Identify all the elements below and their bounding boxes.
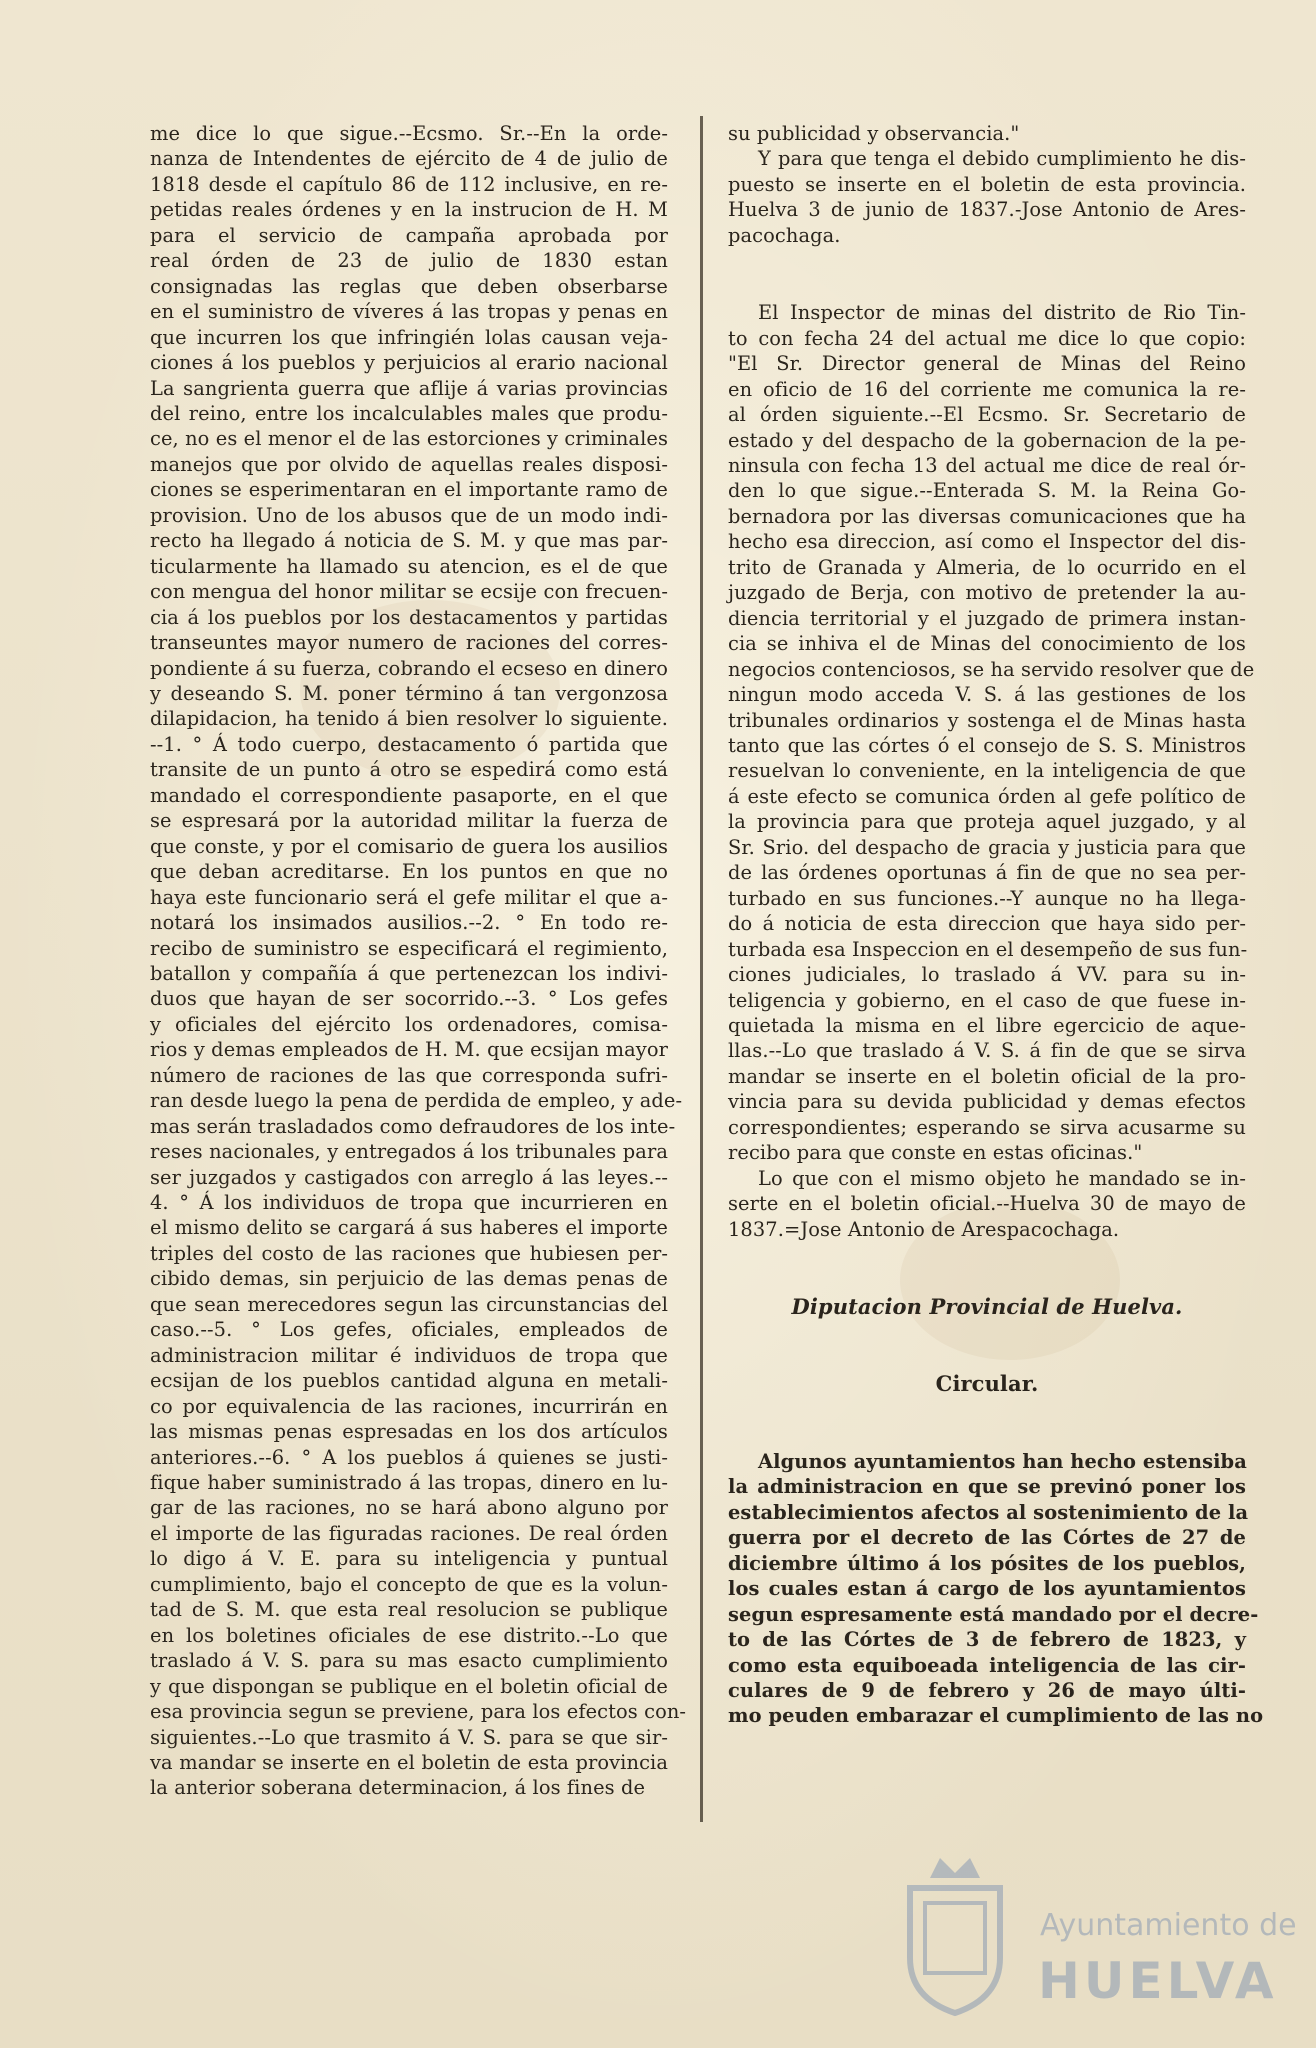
text-line: triples del costo de las raciones que hubiesen per- [150,1241,668,1265]
text-line: --1. ° Á todo cuerpo, destacamento ó partida que [150,732,668,756]
text-line: ticularmente ha llamado su atencion, es el de que [150,554,668,578]
text-line: ninsula con fecha 13 del actual me dice de real ór- [728,453,1246,477]
text-line: estado y del despacho de la gobernacion de la pe- [728,428,1246,452]
text-line: ningun modo acceda V. S. á las gestiones de los [728,683,1246,707]
text-line: batallon y compañía á que pertenezcan los indivi- [150,961,668,985]
text-line: esa provincia segun se previene, para los efectos con- [150,1700,687,1724]
text-line: para el servicio de campaña aprobada por [150,223,668,247]
text-line: cia á los pueblos por los destacamentos y partidas [150,605,668,629]
text-line: el importe de las figuradas raciones. De real órden [150,1521,668,1545]
text-line: diciembre último á los pósites de los pueblos, [728,1551,1246,1575]
text-line: Huelva 3 de junio de 1837.-Jose Antonio de Ares- [728,198,1246,222]
text-line: establecimientos afectos al sostenimiento de la [728,1500,1249,1524]
text-line: pondiente á su fuerza, cobrando el ecseso en dinero [150,656,669,680]
text-line: pacochaga. [728,223,841,247]
text-line: traslado á V. S. para su mas esacto cumplimiento [150,1649,668,1673]
text-line: provision. Uno de los abusos que de un modo indi- [150,503,668,527]
text-line: ciones á los pueblos y perjuicios al erario nacional [150,351,668,375]
text-line: gar de las raciones, no se hará abono alguno por [150,1496,668,1520]
text-line: duos que hayan de ser socorrido.--3. ° Los gefes [150,987,668,1011]
text-line: las mismas penas espresadas en los dos artículos [150,1420,668,1444]
text-line: den lo que sigue.--Enterada S. M. la Reina Go- [728,479,1246,503]
text-line: tad de S. M. que esta real resolucion se publique [150,1598,668,1622]
text-line: siguientes.--Lo que trasmito á V. S. para se que sir- [150,1725,668,1749]
ayuntamiento-huelva-watermark [900,1848,1297,2038]
text-line: ser juzgados y castigados con arreglo á las leyes.-- [150,1165,668,1189]
text-line: mo peuden embarazar el cumplimiento de las no [728,1704,1264,1728]
text-line: transeuntes mayor numero de raciones del corres- [150,631,668,655]
text-line: de las órdenes oportunas á fin de que no sea per- [728,861,1246,885]
text-line: y que dispongan se publique en el boletin oficial de [150,1674,668,1698]
text-line: rios y demas empleados de H. M. que ecsijan mayor [150,1038,668,1062]
section-heading-diputacion: Diputacion Provincial de Huelva. [791,1294,1183,1320]
column-divider [700,116,703,1822]
text-line: do á noticia de esta direccion que haya sido per- [728,912,1246,936]
text-line: se espresará por la autoridad militar la fuerza de [150,809,668,833]
text-line: turbado en sus funciones.--Y aunque no ha llega- [728,886,1246,910]
text-line: me dice lo que sigue.--Ecsmo. Sr.--En la orde- [150,122,668,145]
text-line: 1837.=Jose Antonio de Arespacochaga. [728,1217,1120,1241]
block-spacer [728,248,1246,300]
text-line: notará los insimados ausilios.--2. ° En todo re- [150,911,668,935]
text-line: "El Sr. Director general de Minas del Reino [728,352,1246,376]
right-column [728,121,1264,1729]
text-line: recibo de suministro se especificará el regimiento, [150,936,668,960]
text-line: recibo para que conste en estas oficinas." [728,1141,1143,1165]
text-line: quietada la misma en el libre egercicio de aque- [728,1013,1246,1037]
text-line: ecsijan de los pueblos cantidad alguna en metali- [150,1369,668,1393]
text-line: trito de Granada y Almeria, de lo ocurrido en el [728,555,1246,579]
right-block-publicidad [728,121,1246,248]
text-line: dilapidacion, ha tenido á bien resolver lo siguiente. [150,707,668,731]
text-line: anteriores.--6. ° A los pueblos á quienes se justi- [150,1445,668,1469]
text-line: va mandar se inserte en el boletin de esta provincia [150,1751,668,1774]
text-line: la anterior soberana determinacion, á los fines de [150,1776,646,1800]
text-line: en el suministro de víveres á las tropas y penas en [150,300,668,324]
text-line: culares de 9 de febrero y 26 de mayo últi- [728,1679,1246,1703]
text-line: la provincia para que proteja aquel juzgado, y al [728,810,1246,834]
text-line: transite de un punto á otro se espedirá como está [150,758,668,782]
text-line: turbada esa Inspeccion en el desempeño de sus fun- [728,937,1248,961]
text-line: El Inspector de minas del distrito de Rio Tin- [758,301,1246,325]
text-line: caso.--5. ° Los gefes, oficiales, empleados de [150,1318,668,1342]
text-line: lo digo á V. E. para su inteligencia y puntual [150,1547,668,1571]
text-line: La sangrienta guerra que aflije á varias provincias [150,376,668,400]
text-line: el mismo delito se cargará á sus haberes el importe [150,1216,668,1240]
text-line: teligencia y gobierno, en el caso de que fuese in- [728,988,1246,1012]
text-line: que deban acreditarse. En los puntos en que no [150,860,668,884]
text-line: cia se inhiva el de Minas del conocimiento de los [728,632,1246,656]
text-line: fique haber suministrado á las tropas, dinero en lu- [150,1471,668,1495]
text-line: mas serán trasladados como defraudores de los inte- [150,1114,676,1138]
text-line: su publicidad y observancia." [728,122,1020,145]
text-line: petidas reales órdenes y en la instrucion de H. M [150,198,668,222]
text-line: los cuales estan á cargo de los ayuntamientos [728,1577,1246,1601]
text-line: del reino, entre los incalculables males que produ- [150,401,668,425]
text-line: vincia para su devida publicidad y demas efectos [728,1090,1246,1114]
text-line: recto ha llegado á noticia de S. M. y que mas par- [150,529,668,553]
text-line: con mengua del honor militar se ecsije con frecuen- [150,580,668,604]
text-line: tanto que las córtes ó el consejo de S. S. Ministros [728,733,1246,757]
text-line: Y para que tenga el debido cumplimiento he dis- [758,147,1246,171]
text-line: la administracion en que se previnó poner los [728,1475,1246,1499]
text-line: hecho esa direccion, así como el Inspector del dis- [728,530,1246,554]
text-line: en los boletines oficiales de ese distrito.--Lo que [150,1623,668,1647]
left-column [150,121,687,1801]
block-spacer [728,1242,1246,1294]
text-line: Sr. Srio. del despacho de gracia y justicia para que [728,835,1246,859]
text-line: ran desde luego la pena de perdida de empleo, y ade- [150,1089,683,1113]
text-line: que sean merecedores segun las circunstancias del [150,1292,668,1316]
text-line: ciones se esperimentaran en el importante ramo de [150,478,668,502]
text-line: 4. ° Á los individuos de tropa que incurrieren en [150,1191,668,1215]
watermark-line1: Ayuntamiento de [1040,1908,1297,1943]
block-spacer [728,1319,1246,1371]
text-line: que incurren los que infringién lolas causan veja- [150,325,668,349]
block-spacer [728,1397,1246,1449]
text-line: to con fecha 24 del actual me dice lo que copio: [728,326,1246,350]
text-line: juzgado de Berja, con motivo de pretender la au- [728,581,1246,605]
text-line: haya este funcionario será el gefe militar el que a- [150,885,668,909]
text-line: y deseando S. M. poner término á tan vergonzosa [150,681,668,705]
right-block-inspector-minas [728,300,1255,1242]
text-line: puesto se inserte en el boletin de esta provincia. [728,172,1246,196]
text-line: Algunos ayuntamientos han hecho estensiba [758,1449,1247,1473]
right-block-circular-text [728,1449,1264,1729]
text-line: y oficiales del ejército los ordenadores, comisa- [150,1012,668,1036]
text-line: cumplimiento, bajo el concepto de que es la volun- [150,1572,668,1596]
text-line: mandar se inserte en el boletin oficial de la pro- [728,1064,1246,1088]
text-line: nanza de Intendentes de ejército de 4 de julio de [150,147,668,171]
text-line: co por equivalencia de las raciones, incurrirán en [150,1394,668,1418]
text-line: real órden de 23 de julio de 1830 estan [150,249,668,273]
text-line: como esta equiboeada inteligencia de las cir- [728,1653,1246,1677]
text-line: ciones judiciales, lo traslado á VV. para su in- [728,963,1246,987]
text-line: número de raciones de las que corresponda sufri- [150,1063,668,1087]
coat-of-arms-icon [900,1848,1010,2018]
text-line: serte en el boletin oficial.--Huelva 30 de mayo de [728,1192,1246,1216]
text-line: administracion militar é individuos de tropa que [150,1343,668,1367]
text-line: al órden siguiente.--El Ecsmo. Sr. Secretario de [728,403,1246,427]
section-heading-circular: Circular. [935,1371,1039,1397]
text-line: resuelvan lo conveniente, en la inteligencia de que [728,759,1246,783]
text-line: en oficio de 16 del corriente me comunica la re- [728,377,1246,401]
text-line: mandado el correspondiente pasaporte, en el que [150,783,668,807]
text-line: ce, no es el menor el de las estorciones y criminales [150,427,668,451]
text-line: bernadora por las diversas comunicaciones que ha [728,504,1246,528]
text-line: diencia territorial y el juzgado de primera instan- [728,606,1246,630]
watermark-line2: HUELVA [1038,1952,1278,2010]
text-line: á este efecto se comunica órden al gefe político de [728,784,1246,808]
text-line: manejos que por olvido de aquellas reales disposi- [150,452,668,476]
text-line: 1818 desde el capítulo 86 de 112 inclusive, en re- [150,172,668,196]
text-line: Lo que con el mismo objeto he mandado se in- [758,1166,1246,1190]
text-line: guerra por el decreto de las Córtes de 27 de [728,1526,1246,1550]
text-line: to de las Córtes de 3 de febrero de 1823, y [728,1628,1246,1652]
text-line: segun espresamente está mandado por el decre- [728,1602,1259,1626]
text-line: tribunales ordinarios y sostenga el de Minas hasta [728,708,1246,732]
text-line: consignadas las reglas que deben obserbarse [150,274,668,298]
text-line: cibido demas, sin perjuicio de las demas penas de [150,1267,668,1291]
text-line: correspondientes; esperando se sirva acusarme su [728,1115,1246,1139]
text-line: negocios contenciosos, se ha servido resolver que de [728,657,1255,681]
text-line: reses nacionales, y entregados á los tribunales para [150,1140,668,1164]
text-line: que conste, y por el comisario de guera los ausilios [150,834,668,858]
text-line: llas.--Lo que traslado á V. S. á fin de que se sirva [728,1039,1246,1063]
